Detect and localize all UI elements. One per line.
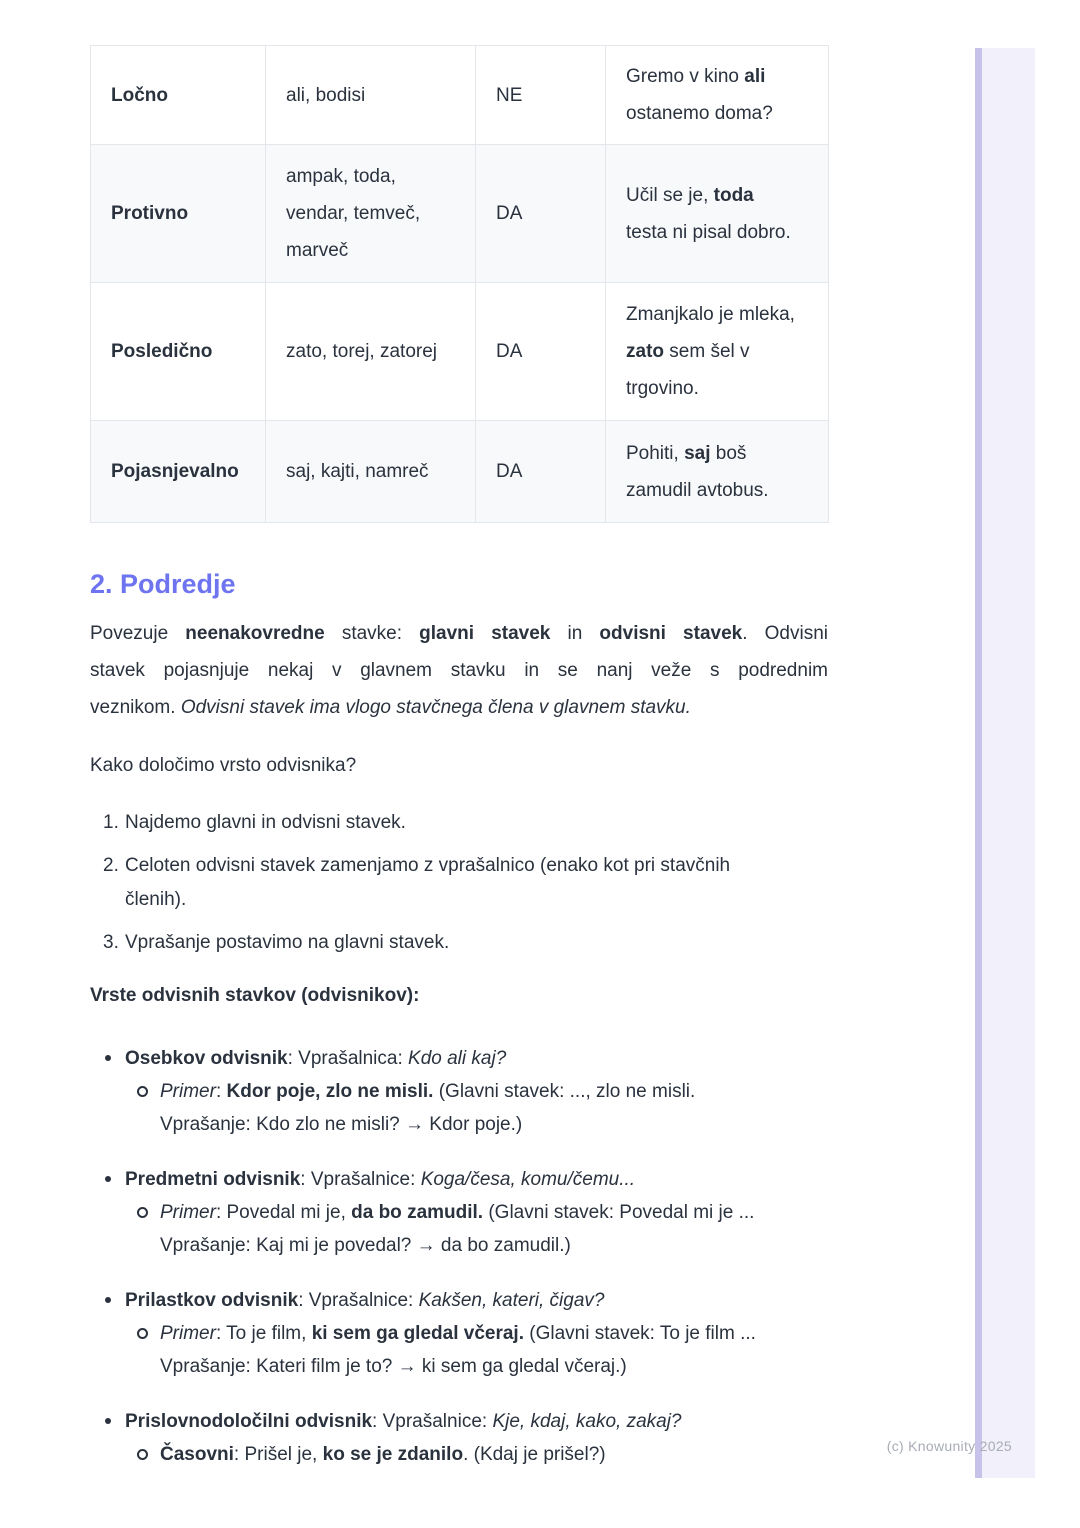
bullet-main [90, 1405, 828, 1438]
table-row [91, 421, 829, 523]
bullet-circle-icon [137, 1086, 148, 1097]
cell-comma: NE [476, 46, 606, 145]
step-text: Vprašanje postavimo na glavni stavek. [125, 932, 450, 953]
bullet-circle-icon [137, 1328, 148, 1339]
cell-conjunctions: ampak, toda, vendar, temveč, marveč [266, 145, 476, 283]
bullet-dot-icon [105, 1297, 111, 1303]
section-heading: 2. Podredje [90, 569, 236, 599]
cell-type: Protivno [91, 145, 266, 283]
step-item [90, 849, 828, 917]
cell-comma: DA [476, 145, 606, 283]
cell-type: Ločno [91, 46, 266, 145]
bullet-item [90, 1163, 828, 1262]
step-text: Celoten odvisni stavek zamenjamo z vprašalnico (enako kot pri stavčnih členih). [125, 855, 731, 910]
step-item [90, 806, 828, 840]
next-page-edge-strip [975, 48, 1035, 1478]
bullet-item [90, 1284, 828, 1383]
steps-list [90, 806, 828, 960]
cell-conjunctions: saj, kajti, namreč [266, 421, 476, 523]
bullet-sub-text: Časovni: Prišel je, ko se je zdanilo. (Kdaj je prišel?) [160, 1444, 606, 1465]
bullet-sub-text: Primer: Kdor poje, zlo ne misli. (Glavni stavek: ..., zlo ne misli. Vprašanje: Kdo zlo ne misli? → Kdor poje.) [160, 1081, 696, 1135]
bullet-sub-text: Primer: Povedal mi je, da bo zamudil. (Glavni stavek: Povedal mi je ... Vprašanje: Kaj mi je povedal? → da bo zamudil.) [160, 1202, 755, 1256]
cell-conjunctions: ali, bodisi [266, 46, 476, 145]
intro-paragraph: Povezuje neenakovredne stavke: glavni stavek in odvisni stavek. Odvisni stavek pojasnjuje nekaj v glavnem stavku in se nanj veže s podrednim veznikom. Odvisni stavek ima vlogo stavčnega člena v glavnem stavku. [90, 623, 828, 718]
cell-example: Zmanjkalo je mleka, zato sem šel v trgovino. [606, 283, 829, 421]
bullet-item [90, 1405, 828, 1471]
bullet-circle-icon [137, 1449, 148, 1460]
bullet-item [90, 1042, 828, 1141]
cell-type: Posledično [91, 283, 266, 421]
subheading: Vrste odvisnih stavkov (odvisnikov): [90, 985, 420, 1006]
page-content [90, 45, 828, 1493]
bullet-dot-icon [105, 1418, 111, 1424]
table-row [91, 145, 829, 283]
table-row [91, 46, 829, 145]
bullet-sub [90, 1196, 828, 1262]
bullet-sub [90, 1438, 828, 1471]
bullet-main-text: Prilastkov odvisnik: Vprašalnice: Kakšen, kateri, čigav? [125, 1290, 605, 1311]
bullet-sub [90, 1075, 828, 1141]
conjunction-table [90, 45, 829, 523]
step-item [90, 926, 828, 960]
bullet-sub-text: Primer: To je film, ki sem ga gledal včeraj. (Glavni stavek: To je film ... Vprašanje: Kateri film je to? → ki sem ga gledal včeraj.) [160, 1323, 756, 1377]
bullet-main-text: Predmetni odvisnik: Vprašalnice: Koga/česa, komu/čemu... [125, 1169, 636, 1190]
cell-comma: DA [476, 283, 606, 421]
step-number: 2. [103, 855, 119, 876]
bullet-main-text: Osebkov odvisnik: Vprašalnica: Kdo ali kaj? [125, 1048, 507, 1069]
bullet-sub [90, 1317, 828, 1383]
bullet-main-text: Prislovnodoločilni odvisnik: Vprašalnice: Kje, kdaj, kako, zakaj? [125, 1411, 682, 1432]
step-text: Najdemo glavni in odvisni stavek. [125, 812, 406, 833]
step-number: 3. [103, 932, 119, 953]
cell-example: Gremo v kino ali ostanemo doma? [606, 46, 829, 145]
bullet-dot-icon [105, 1055, 111, 1061]
cell-comma: DA [476, 421, 606, 523]
bullet-circle-icon [137, 1207, 148, 1218]
watermark-text: (c) Knowunity 2025 [886, 1438, 1012, 1454]
bullet-main [90, 1284, 828, 1317]
cell-example: Učil se je, toda testa ni pisal dobro. [606, 145, 829, 283]
table-row [91, 283, 829, 421]
bullet-dot-icon [105, 1176, 111, 1182]
cell-example: Pohiti, saj boš zamudil avtobus. [606, 421, 829, 523]
bullet-main [90, 1163, 828, 1196]
cell-conjunctions: zato, torej, zatorej [266, 283, 476, 421]
cell-type: Pojasnjevalno [91, 421, 266, 523]
bullet-main [90, 1042, 828, 1075]
question-text: Kako določimo vrsto odvisnika? [90, 755, 357, 776]
step-number: 1. [103, 812, 119, 833]
bullet-list [90, 1042, 828, 1471]
